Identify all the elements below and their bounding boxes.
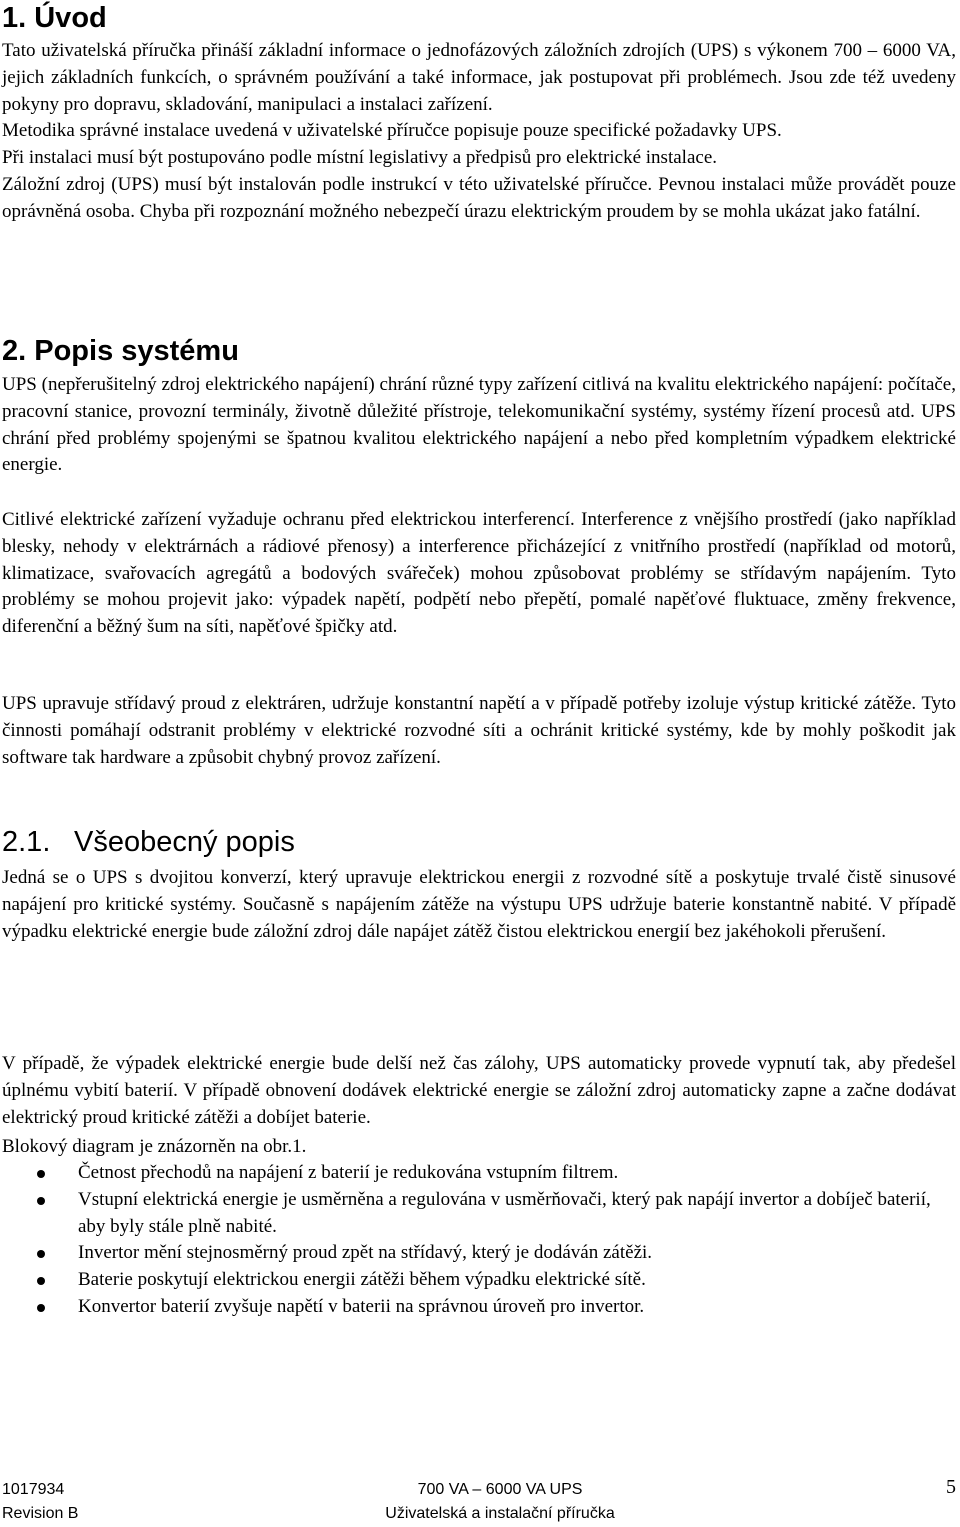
system-text [2, 507, 956, 641]
intro-paragraph: Metodika správné instalace uvedená v uživatelské příručce popisuje pouze specifické požadavky UPS. [2, 120, 782, 142]
manual-name: Uživatelská a instalační příručka [385, 1505, 615, 1522]
list-item: Konvertor baterií zvyšuje napětí v baterii na správnou úroveň pro invertor. [0, 1294, 958, 1321]
bullet-icon [37, 1170, 45, 1178]
list-item: Invertor mění stejnosměrný proud zpět na střídavý, který je dodáván zátěži. [0, 1240, 958, 1267]
system-paragraph-2: Citlivé elektrické zařízení vyžaduje ochranu před elektrickou interferencí. Interference z vnějšího prostředí (jako například blesky, nehody v elektrárnách a rádiové přenosy) a interference přicházející z vnitřního prostředí (například od motorů, klimatizace, svařovacích agregátů a bodových svářeček) mohou způsobovat problémy se střídavým napájením. Tyto problémy se mohou projevit jako: výpadek napětí, podpětí nebo přepětí, pomalé napěťové fluktuace, změny frekvence, diferenční a běžný šum na síti, napěťové špičky atd. [2, 509, 956, 638]
feature-bullet-list [0, 1160, 960, 1321]
general-text [2, 865, 956, 945]
system-text [2, 372, 956, 479]
intro-paragraph: Při instalaci musí být postupováno podle místní legislativy a předpisů pro elektrické instalace. [2, 147, 717, 169]
intro-paragraph: Záložní zdroj (UPS) musí být instalován podle instrukcí v této uživatelské příručce. Pevnou instalaci může provádět pouze oprávněná osoba. Chyba při rozpoznání možného nebezpečí úrazu elektrickým proudem by se mohla ukázat jako fatální. [2, 173, 956, 222]
bullet-icon [37, 1250, 45, 1258]
system-text [2, 691, 956, 771]
doc-number: 1017934 [2, 1481, 65, 1498]
subsection-number: 2.1. [2, 826, 51, 858]
general-paragraph-2: V případě, že výpadek elektrické energie bude delší než čas zálohy, UPS automaticky provede vypnutí tak, aby předešel úplnému vybití baterií. V případě obnovení dodávek elektrické energie se záložní zdroj automaticky zapne a začne dodávat elektrický proud kritické zátěži a dobíjet baterie. [2, 1053, 956, 1128]
footer-center [380, 1478, 620, 1526]
product-name: 700 VA – 6000 VA UPS [417, 1481, 583, 1498]
bullet-icon [37, 1304, 45, 1312]
general-paragraph-3: Blokový diagram je znázorněn na obr.1. [2, 1136, 307, 1157]
page-footer [0, 1476, 960, 1527]
system-paragraph-1: UPS (nepřerušitelný zdroj elektrického napájení) chrání různé typy zařízení citlivá na kvalitu elektrického napájení: počítače, pracovní stanice, provozní terminály, životně důležité přístroje, telekomunikační systémy, systémy řízení procesů atd. UPS chrání před problémy spojenými se špatnou kvalitou elektrického napájení a nebo před kompletním výpadkem elektrické energie. [2, 374, 956, 476]
subsection-heading-general [2, 826, 295, 859]
section-heading-intro: 1. Úvod [2, 2, 107, 34]
general-paragraph-1: Jedná se o UPS s dvojitou konverzí, který upravuje elektrickou energii z rozvodné sítě a poskytuje trvalé čistě sinusové napájení pro kritické systémy. Současně s napájením zátěže na výstupu UPS udržuje baterie konstantně nabité. V případě výpadku elektrické energie bude záložní zdroj dále napájet zátěž čistou elektrickou energií bez jakéhokoli přerušení. [2, 867, 956, 942]
list-item: Vstupní elektrická energie je usměrněna a regulována v usměrňovači, který pak napájí invertor a dobíječ baterií, aby byly stále plně nabité. [0, 1187, 958, 1241]
subsection-title: Všeobecný popis [74, 826, 295, 858]
general-text [2, 1051, 956, 1131]
list-item: Baterie poskytují elektrickou energii zátěži během výpadku elektrické sítě. [0, 1267, 958, 1294]
footer-left [2, 1478, 78, 1526]
bullet-icon [37, 1277, 45, 1285]
intro-text [2, 38, 956, 226]
list-item: Četnost přechodů na napájení z baterií je redukována vstupním filtrem. [0, 1160, 958, 1187]
intro-paragraph: Tato uživatelská příručka přináší základní informace o jednofázových záložních zdrojích (UPS) s výkonem 700 – 6000 VA, jejich základních funkcích, o správném používání a také informace, jak postupovat při problémech. Jsou zde též uvedeny pokyny pro dopravu, skladování, manipulaci a instalaci zařízení. [2, 40, 956, 115]
bullet-icon [37, 1197, 45, 1205]
system-paragraph-3: UPS upravuje střídavý proud z elektráren, udržuje konstantní napětí a v případě potřeby izoluje výstup kritické zátěže. Tyto činnosti pomáhají odstranit problémy v elektrické rozvodné síti a ochránit kritické systémy, kde by mohly poškodit jak software tak hardware a způsobit chybný provoz zařízení. [2, 693, 956, 768]
section-heading-system: 2. Popis systému [2, 335, 239, 367]
general-text [2, 1134, 956, 1161]
page-number: 5 [946, 1476, 956, 1498]
revision: Revision B [2, 1505, 79, 1522]
